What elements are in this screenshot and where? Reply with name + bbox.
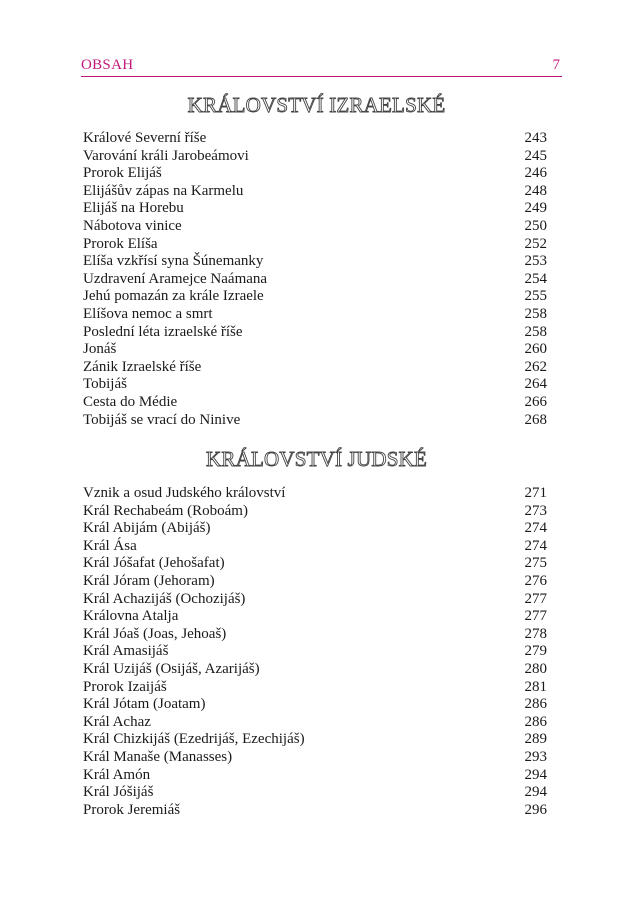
toc-entry[interactable]: [83, 376, 547, 394]
toc-entry-page: 275: [524, 555, 547, 572]
toc-entry-page: 264: [524, 376, 547, 393]
toc-entry-title: Nábotova vinice: [83, 217, 182, 234]
toc-entry[interactable]: [83, 767, 547, 785]
toc-entry-title: Král Jóšijáš: [83, 784, 154, 801]
toc-entry[interactable]: [83, 200, 547, 218]
toc-entry[interactable]: [83, 503, 547, 521]
running-header: [81, 56, 562, 76]
toc-entry-title: Král Chizkijáš (Ezedrijáš, Ezechijáš): [83, 731, 305, 748]
toc-entry-page: 266: [524, 393, 547, 410]
toc-entry-page: 293: [524, 748, 547, 765]
toc-entry-title: Královna Atalja: [83, 608, 179, 625]
toc-entry-title: Prorok Elíša: [83, 235, 158, 252]
toc-entry[interactable]: [83, 485, 547, 503]
toc-list-israel: [83, 130, 547, 429]
toc-entry-page: 260: [524, 341, 547, 358]
toc-entry[interactable]: [83, 412, 547, 430]
toc-entry-page: 294: [524, 784, 547, 801]
toc-entry[interactable]: [83, 679, 547, 697]
toc-entry-page: 255: [524, 288, 547, 305]
toc-list-judah: [83, 485, 547, 819]
toc-entry-title: Elijáš na Horebu: [83, 200, 184, 217]
toc-entry-page: 258: [524, 305, 547, 322]
toc-entry-page: 245: [524, 147, 547, 164]
section-heading-judah: KRÁLOVSTVÍ JUDSKÉ: [206, 447, 427, 471]
toc-entry-title: Zánik Izraelské říše: [83, 358, 202, 375]
toc-entry-title: Elíša vzkřísí syna Šúnemanky: [83, 253, 264, 270]
toc-entry-page: 277: [524, 608, 547, 625]
toc-entry-page: 248: [524, 182, 547, 199]
toc-entry-title: Král Jóaš (Joas, Jehoaš): [83, 625, 227, 642]
toc-entry-title: Tobijáš se vrací do Ninive: [83, 411, 241, 428]
toc-entry-title: Král Rechabeám (Roboám): [83, 502, 248, 519]
toc-entry-title: Elijášův zápas na Karmelu: [83, 182, 244, 199]
toc-entry[interactable]: [83, 696, 547, 714]
toc-entry-page: 280: [524, 660, 547, 677]
toc-entry[interactable]: [83, 643, 547, 661]
toc-entry[interactable]: [83, 626, 547, 644]
toc-entry-page: 254: [524, 270, 547, 287]
toc-entry-title: Prorok Izaijáš: [83, 678, 167, 695]
toc-entry[interactable]: [83, 271, 547, 289]
toc-entry-page: 276: [524, 572, 547, 589]
toc-entry-title: Varování králi Jarobeámovi: [83, 147, 249, 164]
toc-entry[interactable]: [83, 324, 547, 342]
toc-entry-page: 286: [524, 713, 547, 730]
toc-entry[interactable]: [83, 253, 547, 271]
toc-entry[interactable]: [83, 236, 547, 254]
toc-entry[interactable]: [83, 608, 547, 626]
toc-entry-title: Král Manaše (Manasses): [83, 748, 233, 765]
toc-entry[interactable]: [83, 520, 547, 538]
toc-entry-title: Král Amón: [83, 766, 151, 783]
toc-entry-page: 289: [524, 731, 547, 748]
toc-entry-page: 252: [524, 235, 547, 252]
toc-entry-page: 246: [524, 165, 547, 182]
toc-entry[interactable]: [83, 218, 547, 236]
toc-entry-page: 262: [524, 358, 547, 375]
toc-entry-title: Poslední léta izraelské říše: [83, 323, 243, 340]
toc-entry[interactable]: [83, 802, 547, 820]
toc-entry-page: 274: [524, 537, 547, 554]
toc-entry[interactable]: [83, 183, 547, 201]
header-title: OBSAH: [81, 57, 134, 73]
toc-entry-page: 253: [524, 253, 547, 270]
toc-entry-page: 249: [524, 200, 547, 217]
toc-entry-title: Králové Severní říše: [83, 130, 207, 146]
toc-entry-page: 279: [524, 643, 547, 660]
toc-entry-title: Elíšova nemoc a smrt: [83, 305, 213, 322]
toc-entry-page: 271: [524, 485, 547, 501]
toc-entry[interactable]: [83, 661, 547, 679]
toc-entry[interactable]: [83, 165, 547, 183]
toc-entry[interactable]: [83, 538, 547, 556]
toc-entry-title: Uzdravení Aramejce Naámana: [83, 270, 268, 287]
header-page-number: 7: [552, 57, 560, 73]
toc-entry[interactable]: [83, 784, 547, 802]
toc-entry-title: Král Uzijáš (Osijáš, Azarijáš): [83, 660, 260, 677]
toc-entry-title: Král Achaz: [83, 713, 151, 730]
toc-entry[interactable]: [83, 714, 547, 732]
toc-entry-page: 268: [524, 411, 547, 428]
toc-entry-page: 258: [524, 323, 547, 340]
toc-entry-title: Král Ása: [83, 537, 137, 554]
toc-entry-page: 273: [524, 502, 547, 519]
toc-entry-page: 277: [524, 590, 547, 607]
toc-entry[interactable]: [83, 359, 547, 377]
toc-entry-title: Král Achazijáš (Ochozijáš): [83, 590, 246, 607]
toc-entry-title: Prorok Elijáš: [83, 165, 162, 182]
toc-entry[interactable]: [83, 130, 547, 148]
toc-entry-page: 274: [524, 520, 547, 537]
toc-entry-title: Cesta do Médie: [83, 393, 178, 410]
toc-entry[interactable]: [83, 573, 547, 591]
toc-entry-title: Král Abijám (Abijáš): [83, 520, 211, 537]
toc-entry-title: Král Jóšafat (Jehošafat): [83, 555, 225, 572]
toc-entry[interactable]: [83, 288, 547, 306]
toc-entry-title: Vznik a osud Judského království: [83, 485, 286, 501]
toc-entry-title: Král Jótam (Joatam): [83, 696, 206, 713]
toc-entry-title: Král Jóram (Jehoram): [83, 572, 215, 589]
toc-entry-title: Král Amasijáš: [83, 643, 169, 660]
toc-entry[interactable]: [83, 148, 547, 166]
toc-entry-page: 294: [524, 766, 547, 783]
toc-entry[interactable]: [83, 306, 547, 324]
toc-entry-page: 250: [524, 217, 547, 234]
toc-entry-page: 243: [524, 130, 547, 146]
toc-entry-page: 296: [524, 801, 547, 818]
toc-entry-title: Tobijáš: [83, 376, 127, 393]
toc-entry[interactable]: [83, 394, 547, 412]
toc-entry-title: Prorok Jeremiáš: [83, 801, 181, 818]
toc-entry[interactable]: [83, 341, 547, 359]
toc-entry-page: 281: [524, 678, 547, 695]
toc-entry[interactable]: [83, 555, 547, 573]
toc-entry[interactable]: [83, 731, 547, 749]
toc-entry[interactable]: [83, 591, 547, 609]
toc-entry-page: 286: [524, 696, 547, 713]
section-heading-israel: KRÁLOVSTVÍ IZRAELSKÉ: [187, 93, 446, 117]
toc-entry-title: Jonáš: [83, 341, 117, 358]
toc-entry-title: Jehú pomazán za krále Izraele: [83, 288, 264, 305]
header-rule: [81, 76, 562, 77]
toc-entry[interactable]: [83, 749, 547, 767]
toc-entry-page: 278: [524, 625, 547, 642]
